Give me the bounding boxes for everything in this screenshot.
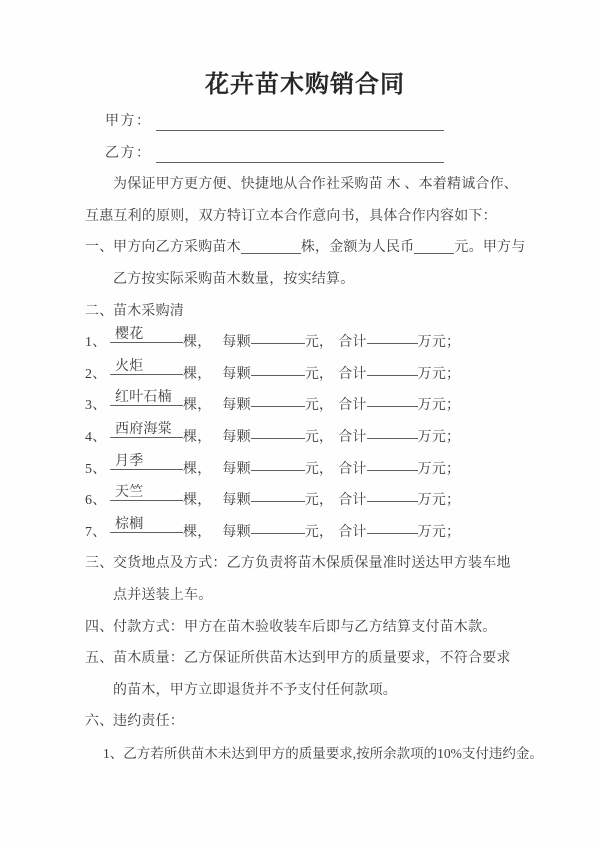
clause-1-marker: 一、 bbox=[85, 240, 114, 256]
item-unit-label: 棵， bbox=[183, 493, 212, 509]
item-name-blank bbox=[110, 359, 183, 375]
item-name: 火炬 bbox=[115, 358, 144, 374]
party-b-blank-line bbox=[156, 138, 444, 163]
clause-6-marker: 六、 bbox=[85, 714, 114, 730]
item-total-label: 合计 bbox=[338, 335, 367, 351]
clause-2-marker: 二、 bbox=[85, 303, 114, 319]
item-per-label: 每颗 bbox=[222, 493, 251, 509]
clause-2-heading: 苗木采购清 bbox=[113, 303, 184, 319]
item-name-blank bbox=[110, 485, 183, 501]
item-unit-label: 棵， bbox=[183, 398, 212, 414]
intro-text-1: 为保证甲方更方便、快捷地从合作社采购苗 木 、本着精诚合作、 bbox=[113, 177, 518, 193]
item-yuan-label: 元， bbox=[304, 429, 334, 445]
item-number: 5、 bbox=[85, 461, 107, 477]
item-total-blank bbox=[367, 327, 418, 344]
item-yuan-label: 元， bbox=[304, 524, 334, 540]
clause-3-text-1: 交货地点及方式：乙方负责将苗木保质保量准时送达甲方装车地 bbox=[113, 556, 511, 572]
item-per-label: 每颗 bbox=[222, 461, 251, 477]
page-title: 花卉苗木购销合同 bbox=[205, 72, 405, 98]
clause-5-line-2 bbox=[85, 675, 525, 707]
clause-1-text bbox=[113, 232, 525, 264]
quantity-blank-line bbox=[241, 237, 301, 254]
item-unit-label: 棵， bbox=[183, 366, 212, 382]
item-total-label: 合计 bbox=[338, 524, 367, 540]
item-number: 3、 bbox=[85, 398, 107, 414]
item-row-5 bbox=[85, 454, 525, 486]
item-yuan-label: 元， bbox=[304, 461, 334, 477]
item-name-blank bbox=[110, 390, 183, 406]
item-number: 7、 bbox=[85, 524, 107, 540]
item-unit-label: 棵， bbox=[183, 429, 212, 445]
item-unit-label: 棵， bbox=[183, 524, 212, 540]
intro-line-2 bbox=[85, 201, 525, 233]
clause-4-line-1 bbox=[85, 612, 525, 644]
item-price-blank bbox=[251, 454, 305, 471]
item-wanyuan-label: 万元； bbox=[417, 461, 461, 477]
clause-1-line-1 bbox=[85, 232, 525, 264]
amount-blank-line bbox=[414, 237, 454, 254]
item-yuan-label: 元， bbox=[304, 493, 334, 509]
item-price-blank bbox=[251, 485, 305, 502]
clause-5-text-2: 的苗木，甲方立即退货并不予支付任何款项。 bbox=[113, 682, 397, 698]
clause-1-seg-1: 甲方向乙方采购苗木 bbox=[113, 240, 241, 256]
clause-4-marker: 四、 bbox=[85, 619, 114, 635]
item-row-7 bbox=[85, 517, 525, 549]
clause-6-heading: 违约责任： bbox=[113, 714, 184, 730]
item-row-3 bbox=[85, 390, 525, 422]
item-yuan-label: 元， bbox=[304, 335, 334, 351]
item-total-blank bbox=[367, 390, 418, 407]
clause-6-heading-row bbox=[85, 706, 525, 738]
clause-1-text-2: 乙方按实际采购苗木数量，按实结算。 bbox=[113, 271, 355, 287]
item-name: 红叶石楠 bbox=[115, 390, 172, 406]
intro-text-2: 互惠互利的原则，双方特订立本合作意向书，具体合作内容如下： bbox=[85, 208, 497, 224]
party-a-label: 甲方： bbox=[105, 114, 152, 129]
clause-2-heading-row bbox=[85, 296, 525, 328]
clause-1-line-2 bbox=[85, 264, 525, 296]
item-total-label: 合计 bbox=[338, 429, 367, 445]
clause-3-marker: 三、 bbox=[85, 556, 114, 572]
item-price-blank bbox=[251, 517, 305, 534]
clause-5-line-1 bbox=[85, 643, 525, 675]
party-a-row bbox=[85, 106, 525, 138]
item-row-1 bbox=[85, 327, 525, 359]
item-per-label: 每颗 bbox=[222, 335, 251, 351]
item-number: 6、 bbox=[85, 493, 107, 509]
intro-line-1 bbox=[85, 169, 525, 201]
party-b-label: 乙方： bbox=[105, 145, 152, 161]
item-number: 1、 bbox=[85, 335, 107, 351]
item-wanyuan-label: 万元； bbox=[417, 366, 461, 382]
item-name: 樱花 bbox=[115, 327, 144, 343]
item-name-blank bbox=[110, 327, 183, 343]
item-wanyuan-label: 万元； bbox=[417, 429, 461, 445]
item-row-4 bbox=[85, 422, 525, 454]
item-wanyuan-label: 万元； bbox=[417, 335, 461, 351]
item-total-label: 合计 bbox=[338, 366, 367, 382]
item-per-label: 每颗 bbox=[222, 524, 251, 540]
item-yuan-label: 元， bbox=[304, 398, 334, 414]
item-price-blank bbox=[251, 327, 305, 344]
item-name-blank bbox=[110, 517, 183, 533]
item-wanyuan-label: 万元； bbox=[417, 524, 461, 540]
item-yuan-label: 元， bbox=[304, 366, 334, 382]
item-total-label: 合计 bbox=[338, 461, 367, 477]
item-total-label: 合计 bbox=[338, 398, 367, 414]
item-row-2 bbox=[85, 359, 525, 391]
item-name: 天竺 bbox=[115, 485, 144, 501]
clause-1-seg-3: 元。甲方与 bbox=[454, 240, 526, 256]
item-per-label: 每颗 bbox=[222, 429, 251, 445]
clause-5-marker: 五、 bbox=[85, 651, 114, 667]
clause-6-sub-item-1 bbox=[85, 738, 543, 770]
party-a-blank-line bbox=[156, 106, 444, 131]
item-price-blank bbox=[251, 359, 305, 376]
clause-3-text-2: 点并送装上车。 bbox=[113, 587, 213, 603]
clause-3-line-1 bbox=[85, 548, 525, 580]
item-name: 月季 bbox=[115, 453, 144, 469]
clause-6-sub-text: 1、乙方若所供苗木未达到甲方的质量要求,按所余款项的10%支付违约金。 bbox=[103, 745, 543, 761]
item-name-blank bbox=[110, 454, 183, 470]
item-wanyuan-label: 万元； bbox=[417, 398, 461, 414]
item-per-label: 每颗 bbox=[222, 366, 251, 382]
item-unit-label: 棵， bbox=[183, 335, 212, 351]
document-body bbox=[85, 106, 543, 769]
item-price-blank bbox=[251, 390, 305, 407]
item-total-blank bbox=[367, 454, 418, 471]
party-b-row bbox=[85, 138, 525, 170]
item-name-blank bbox=[110, 422, 183, 438]
clause-4-text-1: 付款方式：甲方在苗木验收装车后即与乙方结算支付苗木款。 bbox=[113, 619, 497, 635]
item-name: 棕榈 bbox=[115, 516, 144, 532]
item-total-blank bbox=[367, 485, 418, 502]
clause-1-seg-2: 株，金额为人民币 bbox=[300, 240, 415, 256]
item-row-6 bbox=[85, 485, 525, 517]
clause-5-text-1: 苗木质量：乙方保证所供苗木达到甲方的质量要求，不符合要求 bbox=[113, 651, 511, 667]
item-per-label: 每颗 bbox=[222, 398, 251, 414]
clause-3-line-2 bbox=[85, 580, 525, 612]
item-number: 4、 bbox=[85, 429, 107, 445]
item-total-label: 合计 bbox=[338, 493, 367, 509]
item-total-blank bbox=[367, 517, 418, 534]
item-price-blank bbox=[251, 422, 305, 439]
item-total-blank bbox=[367, 422, 418, 439]
item-number: 2、 bbox=[85, 366, 107, 382]
item-unit-label: 棵， bbox=[183, 461, 212, 477]
item-total-blank bbox=[367, 359, 418, 376]
item-name: 西府海棠 bbox=[115, 421, 172, 437]
item-wanyuan-label: 万元； bbox=[417, 493, 461, 509]
